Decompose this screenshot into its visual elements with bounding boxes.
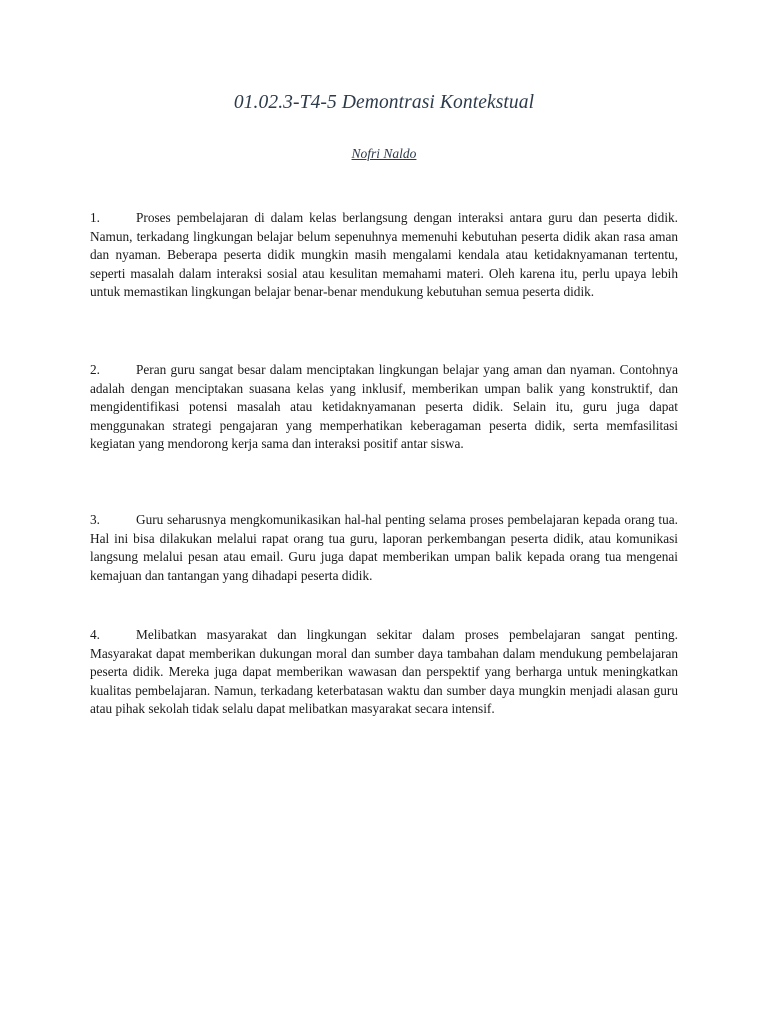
paragraph-3: [90, 511, 678, 585]
paragraph-1: [90, 209, 678, 302]
document-author: Nofri Naldo: [351, 146, 417, 161]
paragraph-number: 2.: [90, 362, 100, 377]
paragraph-number: 3.: [90, 512, 100, 527]
paragraph-text: Peran guru sangat besar dalam menciptakan lingkungan belajar yang aman dan nyaman. Contohnya adalah dengan menciptakan suasana kelas yang inklusif, memberikan umpan balik yang konstruktif, dan mengidentifikasi potensi masalah atau ketidaknyamanan peserta didik. Selain itu, guru juga dapat menggunakan strategi pengajaran yang memperhatikan keberagaman peserta didik, serta memfasilitasi kegiatan yang mendorong kerja sama dan interaksi positif antar siswa.: [90, 362, 678, 451]
paragraph-text: Proses pembelajaran di dalam kelas berlangsung dengan interaksi antara guru dan peserta didik. Namun, terkadang lingkungan belajar belum sepenuhnya memenuhi kebutuhan peserta didik akan rasa aman dan nyaman. Beberapa peserta didik mungkin masih mengalami kendala atau ketidaknyamanan tertentu, seperti masalah dalam interaksi sosial atau kesulitan memahami materi. Oleh karena itu, perlu upaya lebih untuk memastikan lingkungan belajar benar-benar mendukung kebutuhan semua peserta didik.: [90, 210, 678, 299]
paragraph-number: 4.: [90, 627, 100, 642]
paragraph-2: [90, 361, 678, 454]
document-title: 01.02.3-T4-5 Demontrasi Kontekstual: [233, 92, 535, 113]
paragraph-text: Guru seharusnya mengkomunikasikan hal-hal penting selama proses pembelajaran kepada orang tua. Hal ini bisa dilakukan melalui rapat orang tua guru, laporan perkembangan peserta didik, atau komunikasi langsung melalui pesan atau email. Guru juga dapat memberikan umpan balik kepada orang tua mengenai kemajuan dan tantangan yang dihadapi peserta didik.: [90, 512, 678, 583]
paragraph-4: [90, 626, 678, 719]
paragraph-text: Melibatkan masyarakat dan lingkungan sekitar dalam proses pembelajaran sangat penting. Masyarakat dapat memberikan dukungan moral dan sumber daya tambahan dalam mendukung pembelajaran peserta didik. Mereka juga dapat memberikan wawasan dan perspektif yang berharga untuk meningkatkan kualitas pembelajaran. Namun, terkadang keterbatasan waktu dan sumber daya mungkin menjadi alasan guru atau pihak sekolah tidak selalu dapat melibatkan masyarakat secara intensif.: [90, 627, 678, 716]
paragraph-number: 1.: [90, 210, 100, 225]
